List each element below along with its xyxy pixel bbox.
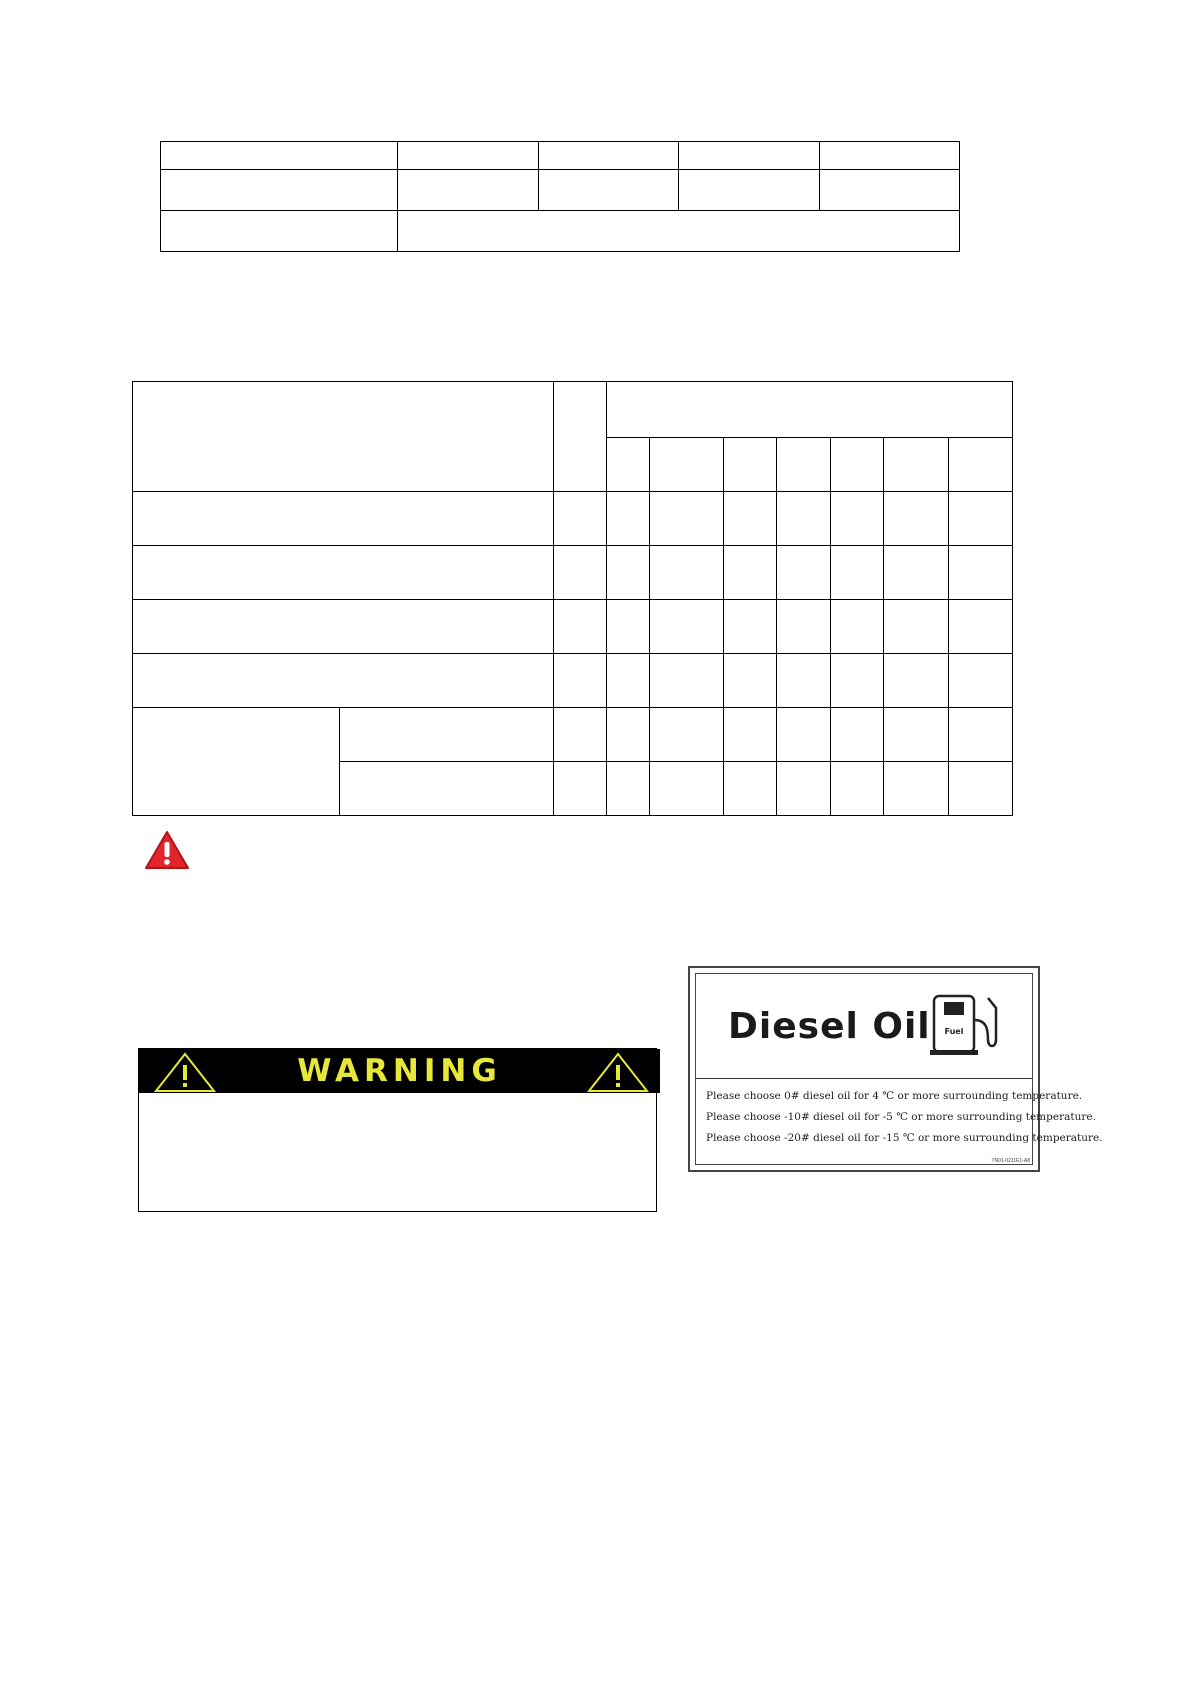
table-row (161, 170, 960, 211)
table-cell (679, 142, 820, 170)
table-header-row (133, 382, 1013, 438)
table-row (161, 211, 960, 252)
table-cell (724, 600, 777, 654)
table-cell (553, 492, 607, 546)
table-cell (650, 600, 724, 654)
table-cell (949, 492, 1013, 546)
table-cell (133, 492, 554, 546)
table-cell (949, 762, 1013, 816)
table-cell (133, 708, 340, 816)
table-cell (607, 708, 650, 762)
table-header-cell (133, 382, 554, 492)
table-header-cell (607, 438, 650, 492)
table-cell (397, 211, 959, 252)
table-row (133, 600, 1013, 654)
table-row (133, 546, 1013, 600)
table-header-cell (724, 438, 777, 492)
table-cell (949, 546, 1013, 600)
table-cell (820, 170, 960, 211)
table-cell (831, 546, 884, 600)
table-row (133, 654, 1013, 708)
table-cell (884, 708, 949, 762)
table-cell (777, 546, 831, 600)
table-cell (133, 654, 554, 708)
table-cell (650, 708, 724, 762)
table-cell (339, 708, 553, 762)
table-cell (339, 762, 553, 816)
table-cell (133, 600, 554, 654)
red-exclamation-triangle-icon (144, 830, 190, 870)
table-cell (884, 762, 949, 816)
table-cell (724, 708, 777, 762)
table-cell (607, 762, 650, 816)
table-header-cell (949, 438, 1013, 492)
table-cell (724, 492, 777, 546)
table-cell (397, 142, 538, 170)
table-cell (607, 492, 650, 546)
table-cell (161, 170, 398, 211)
table-cell (884, 600, 949, 654)
warning-header (139, 1049, 660, 1093)
table-cell (949, 654, 1013, 708)
table-cell (777, 492, 831, 546)
table-cell (777, 600, 831, 654)
table-cell (650, 546, 724, 600)
table-cell (397, 170, 538, 211)
table-header-cell (884, 438, 949, 492)
warning-title: WARNING (297, 1053, 502, 1089)
table-cell (831, 762, 884, 816)
table-cell (607, 654, 650, 708)
table-header-cell (777, 438, 831, 492)
label-title: Diesel Oil (728, 1006, 931, 1047)
label-divider (696, 1078, 1032, 1079)
table-cell (884, 546, 949, 600)
table-cell (553, 762, 607, 816)
table-row (133, 708, 1013, 762)
warning-sign (138, 1048, 657, 1212)
table-cell (607, 546, 650, 600)
table-cell (161, 142, 398, 170)
warning-triangle-icon (586, 1052, 650, 1092)
table-cell (650, 492, 724, 546)
table-cell (553, 546, 607, 600)
table-cell (553, 600, 607, 654)
table-cell (607, 600, 650, 654)
table-header-cell (607, 382, 1013, 438)
table-cell (724, 546, 777, 600)
fuel-pump-icon (930, 990, 1002, 1058)
table-cell (650, 654, 724, 708)
table-cell (724, 654, 777, 708)
table-cell (777, 654, 831, 708)
table-cell (777, 708, 831, 762)
table-cell (650, 762, 724, 816)
table-header-cell (650, 438, 724, 492)
table-cell (133, 546, 554, 600)
table-cell (538, 170, 679, 211)
table-cell (884, 492, 949, 546)
table-cell (831, 492, 884, 546)
table-cell (831, 600, 884, 654)
table-row (133, 492, 1013, 546)
label-code: TN01-0211E1-A8 (991, 1158, 1030, 1164)
diesel-oil-label (688, 966, 1103, 1172)
table-cell (553, 708, 607, 762)
table-row (161, 142, 960, 170)
spec-table (160, 141, 960, 252)
table-cell (949, 600, 1013, 654)
table-header-cell (831, 438, 884, 492)
table-cell (777, 762, 831, 816)
table-cell (884, 654, 949, 708)
table-cell (724, 762, 777, 816)
fluid-chart-table (132, 381, 1013, 816)
table-cell (538, 142, 679, 170)
table-header-cell (553, 382, 607, 492)
table-cell (831, 654, 884, 708)
instruction-line: Please choose -10# diesel oil for -5 ℃ or more surrounding temperature. (706, 1111, 1096, 1123)
table-cell (949, 708, 1013, 762)
table-cell (831, 708, 884, 762)
instruction-line: Please choose -20# diesel oil for -15 ℃ or more surrounding temperature. (706, 1132, 1103, 1144)
table-cell (161, 211, 398, 252)
table-cell (820, 142, 960, 170)
label-instructions (706, 1086, 1103, 1149)
pump-text: Fuel (944, 1027, 964, 1036)
instruction-line: Please choose 0# diesel oil for 4 ℃ or more surrounding temperature. (706, 1090, 1083, 1102)
table-cell (679, 170, 820, 211)
table-cell (553, 654, 607, 708)
